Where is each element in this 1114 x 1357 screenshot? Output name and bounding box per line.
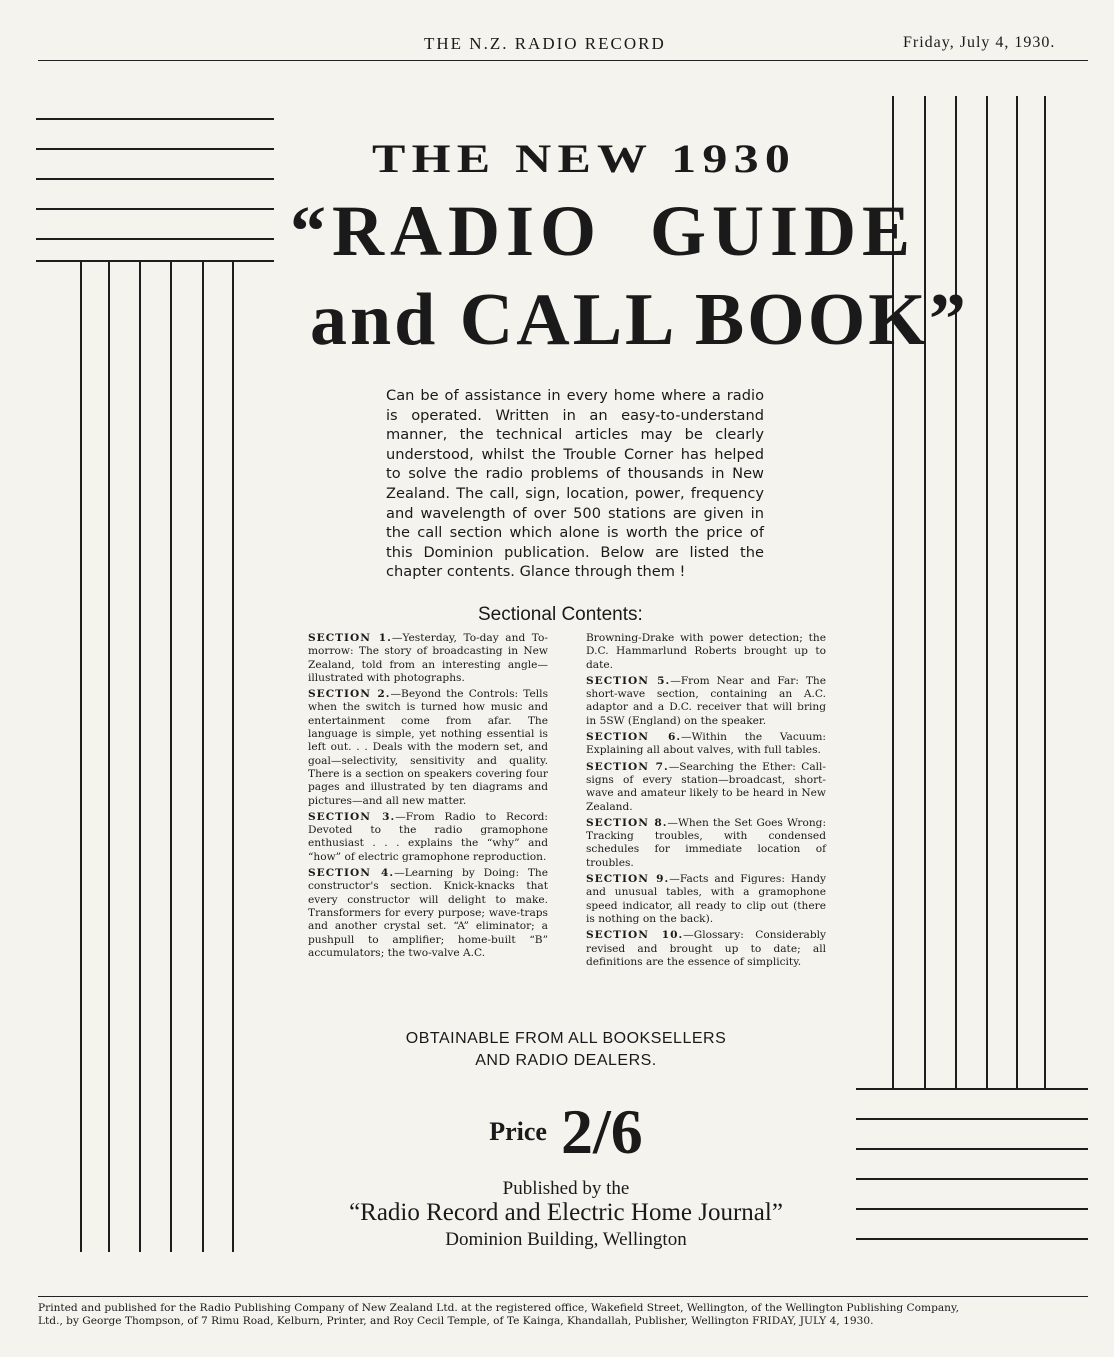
section-entry: SECTION 3.—From Radio to Record: Devoted to the radio gramophone enthusiast . . . explains the “why” and “how” of electric gramophone reproduction. [308, 810, 548, 863]
imprint-line-1: Printed and published for the Radio Publishing Company of New Zealand Ltd. at the registered office, Wakefield Street, Wellington, of the Wellington Publishing Company, [38, 1302, 959, 1314]
section-entry: SECTION 6.—Within the Vacuum: Explaining all about valves, with full tables. [586, 731, 827, 757]
masthead-title: THE N.Z. RADIO RECORD [424, 34, 666, 53]
intro-paragraph: Can be of assistance in every home where a radio is operated. Written in an easy-to-understand manner, the technical articles may be clearly understood, whilst the Trouble Corner has helped to solve the radio problems of thousands in New Zealand. The call, sign, location, power, frequency and wavelength of over 500 stations are given in the call section which alone is worth the price of this Dominion publication. Below are listed the chapter contents. Glance through them ! [386, 387, 764, 581]
price-value: 2/6 [560, 1096, 643, 1167]
publisher-name: “Radio Record and Electric Home Journal” [349, 1199, 783, 1226]
contents-column-left [308, 632, 548, 963]
price-block [300, 1095, 832, 1169]
footer-rule [38, 1296, 1088, 1297]
section-entry: SECTION 2.—Beyond the Controls: Tells when the switch is turned how music and entertainment come from afar. The language is simple, yet nothing essential is left out. . . Deals with the modern set, and goal—selectivity, sensitivity and quality. There is a section on speakers covering four pages and illustrated by ten diagrams and pictures—and all new matter. [308, 688, 549, 807]
headline-radio-guide: “RADIO GUIDE [290, 191, 917, 271]
availability-notice: OBTAINABLE FROM ALL BOOKSELLERS AND RADIO DEALERS. [405, 1030, 727, 1069]
section-continuation: Browning-Drake with power detection; the D.C. Hammarlund Roberts brought up to date. [586, 632, 826, 671]
section-entry: SECTION 4.—Learning by Doing: The constructor's section. Knick-knacks that every constructor will delight to make. Transformers for every purpose; wave-traps and another crystal set. “A” eliminator; a pushpull to amplifier; home-built “B” accumulators; the two-valve A.C. [308, 867, 549, 959]
section-entry: SECTION 5.—From Near and Far: The short-wave section, containing an A.C. adaptor and a D.C. receiver that will bring in 5SW (England) on the speaker. [586, 674, 827, 727]
headline-year: THE NEW 1930 [372, 136, 797, 181]
section-entry: SECTION 10.—Glossary: Considerably revised and brought up to date; all definitions are the essence of simplicity. [586, 929, 826, 968]
issue-date: Friday, July 4, 1930. [903, 34, 1056, 51]
publisher-address: Dominion Building, Wellington [445, 1229, 687, 1250]
contents-column-right [586, 632, 826, 972]
publisher-intro: Published by the [502, 1178, 630, 1199]
section-entry: SECTION 1.—Yesterday, To-day and To-morrow: The story of broadcasting in New Zealand, told from an interesting angle—illustrated with photographs. [308, 632, 549, 684]
section-entry: SECTION 9.—Facts and Figures: Handy and unusual tables, with a gramophone speed indicator, all ready to clip out (there is nothing on the back). [586, 873, 826, 925]
imprint-line-2: Ltd., by George Thompson, of 7 Rimu Road, Kelburn, Printer, and Roy Cecil Temple, of Te Kainga, Khandallah, Publisher, Wellington FRIDAY, JULY 4, 1930. [38, 1315, 874, 1327]
price-label: Price [489, 1117, 547, 1146]
section-entry: SECTION 8.—When the Set Goes Wrong: Tracking troubles, with condensed schedules for immediate location of troubles. [586, 816, 827, 869]
section-entry: SECTION 7.—Searching the Ether: Call-signs of every station—broadcast, short-wave and amateur likely to be heard in New Zealand. [586, 760, 826, 813]
header-rule [38, 60, 1088, 61]
contents-heading: Sectional Contents: [478, 604, 643, 625]
headline-call-book: and CALL BOOK” [310, 279, 969, 361]
